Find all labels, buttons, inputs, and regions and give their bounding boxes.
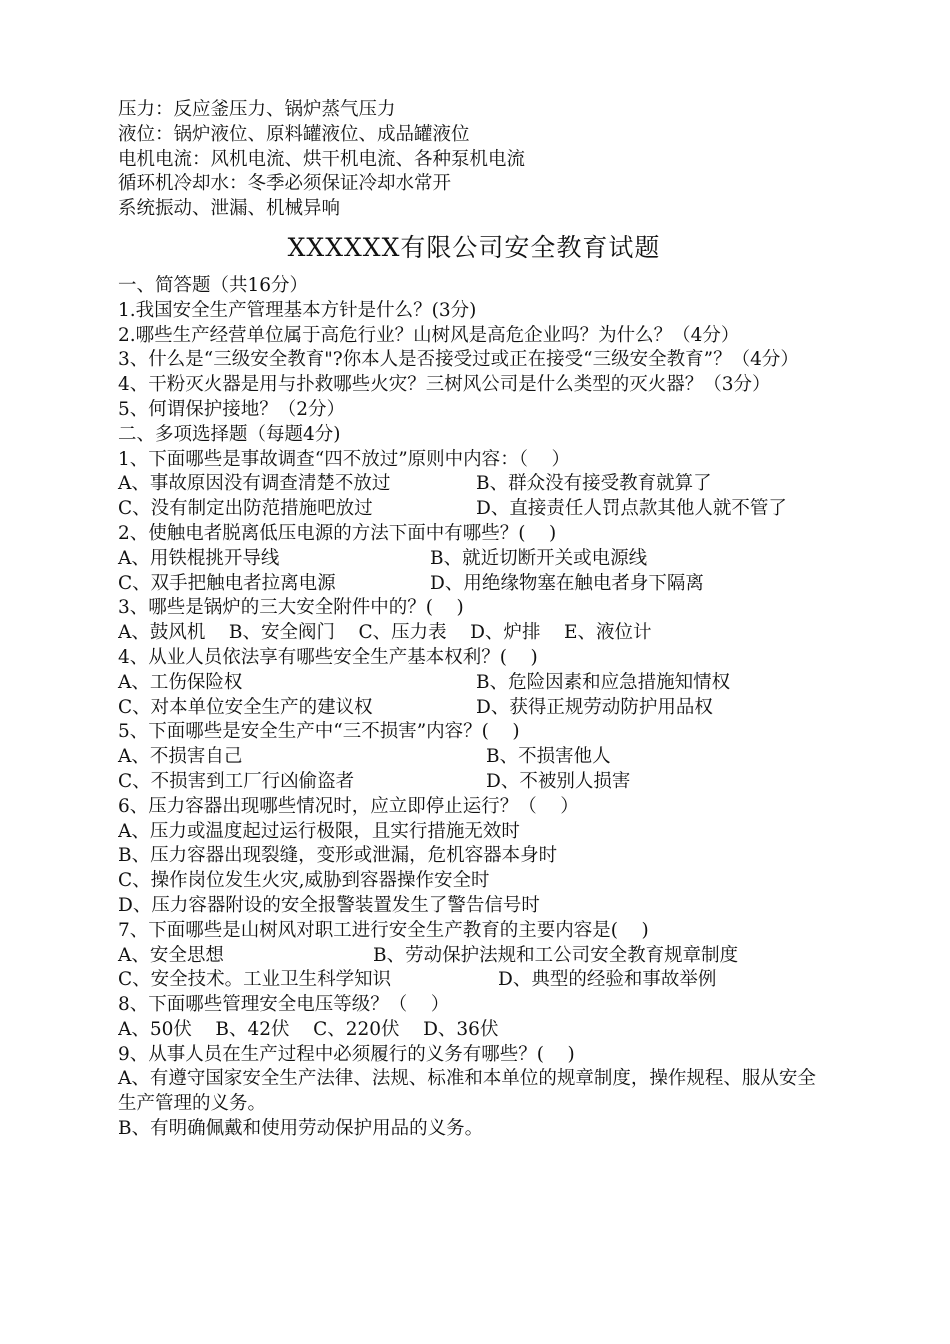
document-page xyxy=(118,98,830,1142)
option: B、危险因素和应急措施知情权 xyxy=(476,671,731,693)
intro-line: 压力：反应釜压力、锅炉蒸气压力 xyxy=(118,99,396,120)
option: A、用铁棍挑开导线 xyxy=(118,547,280,569)
option-row xyxy=(118,968,830,993)
section-heading: 一、简答题（共16分） xyxy=(118,274,309,296)
option: D、用绝缘物塞在触电者身下隔离 xyxy=(430,572,704,594)
option: B、劳动保护法规和工公司安全教育规章制度 xyxy=(373,944,739,966)
question: 9、从事人员在生产过程中必须履行的义务有哪些？( ) xyxy=(118,1043,575,1065)
question: 5、下面哪些是安全生产中“三不损害”内容？( ) xyxy=(118,721,520,743)
option-row xyxy=(118,696,830,721)
option: A、有遵守国家安全生产法律、法规、标准和本单位的规章制度，操作规程、服从安全生产管理的义务。 xyxy=(118,1068,816,1115)
question: 2、使触电者脱离低压电源的方法下面中有哪些？( ) xyxy=(118,522,557,544)
question: 1、下面哪些是事故调查“四不放过”原则中内容：（ ） xyxy=(118,448,570,470)
option: B、就近切断开关或电源线 xyxy=(430,547,648,569)
option: C、没有制定出防范措施吧放过 xyxy=(118,498,373,520)
intro-line: 循环机冷却水：冬季必须保证冷却水常开 xyxy=(118,173,452,195)
option-row xyxy=(118,944,830,969)
question: 6、压力容器出现哪些情况时，应立即停止运行？（ ） xyxy=(118,795,579,817)
option: D、获得正规劳动防护用品权 xyxy=(476,696,713,718)
option: D、压力容器附设的安全报警装置发生了警告信号时 xyxy=(118,894,540,916)
option: A、工伤保险权 xyxy=(118,671,243,693)
option: A、不损害自己 xyxy=(118,746,243,768)
question: 8、下面哪些管理安全电压等级？（ ） xyxy=(118,994,450,1016)
question: 3、什么是“三级安全教育"?你本人是否接受过或正在接受“三级安全教育”？（4分） xyxy=(118,349,799,371)
option-row xyxy=(118,547,830,572)
option: D、典型的经验和事故举例 xyxy=(498,969,717,991)
option-row xyxy=(118,472,830,497)
option-row xyxy=(118,671,830,696)
option-row xyxy=(118,572,830,597)
option: C、对本单位安全生产的建议权 xyxy=(118,696,373,718)
intro-line: 系统振动、泄漏、机械异响 xyxy=(118,198,341,220)
section-heading: 二、多项选择题（每题4分) xyxy=(118,423,341,445)
option-row xyxy=(118,745,830,770)
question: 1.我国安全生产管理基本方针是什么？(3分) xyxy=(118,299,477,321)
question: 4、从业人员依法享有哪些安全生产基本权利？( ) xyxy=(118,646,538,668)
intro-line: 电机电流：风机电流、烘干机电流、各种泵机电流 xyxy=(118,148,526,170)
question: 4、干粉灭火器是用与扑救哪些火灾？三树风公司是什么类型的灭火器？（3分） xyxy=(118,374,771,396)
option-row: A、50伏 B、42伏 C、220伏 D、36伏 xyxy=(118,1018,499,1040)
option: B、不损害他人 xyxy=(486,746,611,768)
exam-title: XXXXXX有限公司安全教育试题 xyxy=(287,232,661,262)
option-row xyxy=(118,770,830,795)
option: A、事故原因没有调查清楚不放过 xyxy=(118,473,391,495)
option: C、安全技术。工业卫生科学知识 xyxy=(118,969,392,991)
option: D、直接责任人罚点款其他人就不管了 xyxy=(476,498,787,520)
option: C、不损害到工厂行凶偷盗者 xyxy=(118,770,355,792)
intro-line: 液位：锅炉液位、原料罐液位、成品罐液位 xyxy=(118,123,470,145)
option: C、操作岗位发生火灾,威胁到容器操作安全时 xyxy=(118,870,490,892)
option: B、压力容器出现裂缝，变形或泄漏，危机容器本身时 xyxy=(118,845,558,867)
option: A、压力或温度起过运行极限，且实行措施无效时 xyxy=(118,820,520,842)
question: 5、何谓保护接地？（2分） xyxy=(118,398,346,420)
option: B、有明确佩戴和使用劳动保护用品的义务。 xyxy=(118,1118,484,1140)
option: B、群众没有接受教育就算了 xyxy=(476,473,712,495)
option: C、双手把触电者拉离电源 xyxy=(118,572,336,594)
option: A、安全思想 xyxy=(118,944,224,966)
option-row: A、鼓风机 B、安全阀门 C、压力表 D、炉排 E、液位计 xyxy=(118,622,652,644)
question: 7、下面哪些是山树风对职工进行安全生产教育的主要内容是( ) xyxy=(118,919,649,941)
question: 2.哪些生产经营单位属于高危行业？山树风是高危企业吗？为什么？（4分） xyxy=(118,324,740,346)
option: D、不被别人损害 xyxy=(486,770,631,792)
question: 3、哪些是锅炉的三大安全附件中的？( ) xyxy=(118,597,464,619)
